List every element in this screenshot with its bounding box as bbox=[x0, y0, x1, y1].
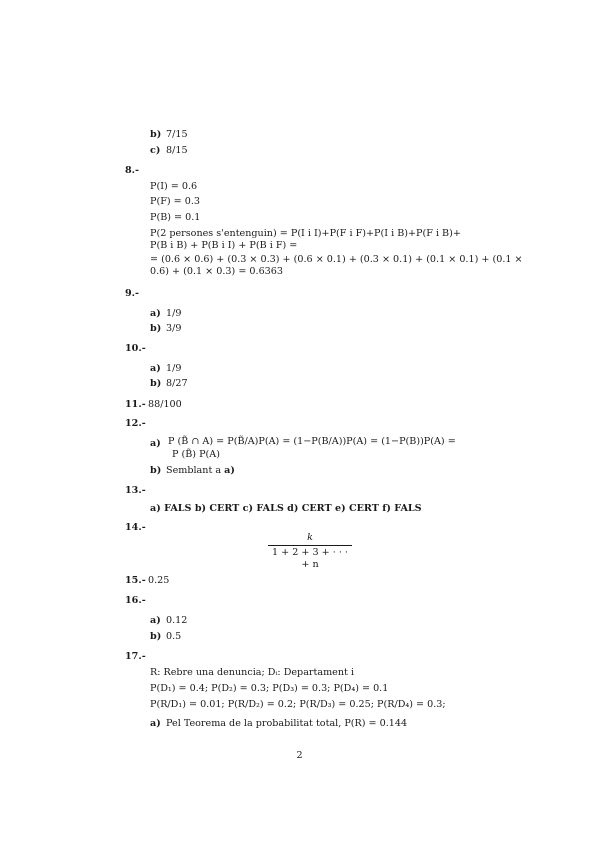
equation-line: 0.6) + (0.1 × 0.3) = 0.6363 bbox=[150, 266, 283, 277]
equation-line: P (B̃ ∩ A) = P(B̃/A)P(A) = (1−P(B/A))P(A) = (1−P(B))P(A) = bbox=[168, 436, 456, 447]
fraction-denominator: 1 + 2 + 3 + · · · + n bbox=[272, 547, 348, 570]
equation-line: P(I) = 0.6 bbox=[150, 181, 198, 192]
answer-value: 0.25 bbox=[148, 575, 170, 586]
item-label: b) bbox=[150, 129, 162, 140]
answer-value: 8/15 bbox=[166, 145, 188, 156]
answer-text: Semblant a bbox=[166, 465, 222, 476]
item-label: a) bbox=[150, 503, 161, 514]
item-label: a) bbox=[150, 363, 161, 374]
answer-value: 0.12 bbox=[166, 615, 188, 626]
problem-number: 11.- bbox=[125, 399, 146, 410]
page-number: 2 bbox=[296, 750, 303, 761]
item-label: c) bbox=[150, 145, 161, 156]
answer-value: FALS bbox=[256, 503, 284, 514]
problem-number: 10.- bbox=[125, 343, 146, 354]
answer-value: CERT bbox=[301, 503, 332, 514]
item-label: e) bbox=[334, 503, 346, 514]
equation-line: P(D₁) = 0.4; P(D₂) = 0.3; P(D₃) = 0.3; P(D₄) = 0.1 bbox=[150, 683, 389, 694]
cross-reference: a) bbox=[224, 465, 235, 476]
answer-value: CERT bbox=[209, 503, 240, 514]
answer-value: FALS bbox=[394, 503, 422, 514]
fraction-numerator: k bbox=[307, 532, 313, 543]
true-false-row bbox=[150, 503, 422, 515]
item-label: b) bbox=[150, 631, 162, 642]
answer-value: CERT bbox=[348, 503, 379, 514]
equation-line: P(F) = 0.3 bbox=[150, 196, 200, 207]
item-label: a) bbox=[150, 615, 161, 626]
item-label: a) bbox=[150, 438, 161, 449]
problem-number: 17.- bbox=[125, 651, 146, 662]
answer-value: 88/100 bbox=[148, 399, 182, 410]
equation-line: P(2 persones s'entenguin) = P(I i I)+P(F i F)+P(I i B)+P(F i B)+ bbox=[150, 228, 461, 239]
item-label: c) bbox=[242, 503, 254, 514]
problem-number: 16.- bbox=[125, 595, 146, 606]
problem-number: 14.- bbox=[125, 522, 146, 533]
item-label: b) bbox=[150, 323, 162, 334]
item-label: f) bbox=[382, 503, 391, 514]
item-label: a) bbox=[150, 718, 161, 729]
answer-value bbox=[166, 465, 235, 477]
item-label: b) bbox=[150, 465, 162, 476]
problem-number: 15.- bbox=[125, 575, 146, 586]
problem-number: 13.- bbox=[125, 485, 146, 496]
answer-value: 8/27 bbox=[166, 378, 188, 389]
equation-line: P(B) = 0.1 bbox=[150, 212, 201, 223]
answer-value: 3/9 bbox=[166, 323, 182, 334]
problem-number: 8.- bbox=[125, 165, 139, 176]
answer-value: 1/9 bbox=[166, 363, 182, 374]
equation-line: P(R/D₁) = 0.01; P(R/D₂) = 0.2; P(R/D₃) = 0.25; P(R/D₄) = 0.3; bbox=[150, 699, 446, 710]
fraction bbox=[268, 532, 352, 571]
answer-value: Pel Teorema de la probabilitat total, P(R) = 0.144 bbox=[166, 718, 408, 729]
equation-line: R: Rebre una denuncia; Dᵢ: Departament i bbox=[150, 667, 355, 678]
answer-value: 0.5 bbox=[166, 631, 182, 642]
answer-value: FALS bbox=[164, 503, 192, 514]
equation-line: P(B i B) + P(B i I) + P(B i F) = bbox=[150, 240, 298, 251]
item-label: d) bbox=[287, 503, 299, 514]
equation-line: = (0.6 × 0.6) + (0.3 × 0.3) + (0.6 × 0.1) + (0.3 × 0.1) + (0.1 × 0.1) + (0.1 × bbox=[150, 254, 523, 265]
answer-value: 7/15 bbox=[166, 129, 188, 140]
problem-number: 12.- bbox=[125, 418, 146, 429]
problem-number: 9.- bbox=[125, 288, 139, 299]
answer-value: 1/9 bbox=[166, 308, 182, 319]
item-label: b) bbox=[150, 378, 162, 389]
equation-line: P (B̃) P(A) bbox=[172, 449, 220, 460]
item-label: a) bbox=[150, 308, 161, 319]
item-label: b) bbox=[194, 503, 207, 514]
